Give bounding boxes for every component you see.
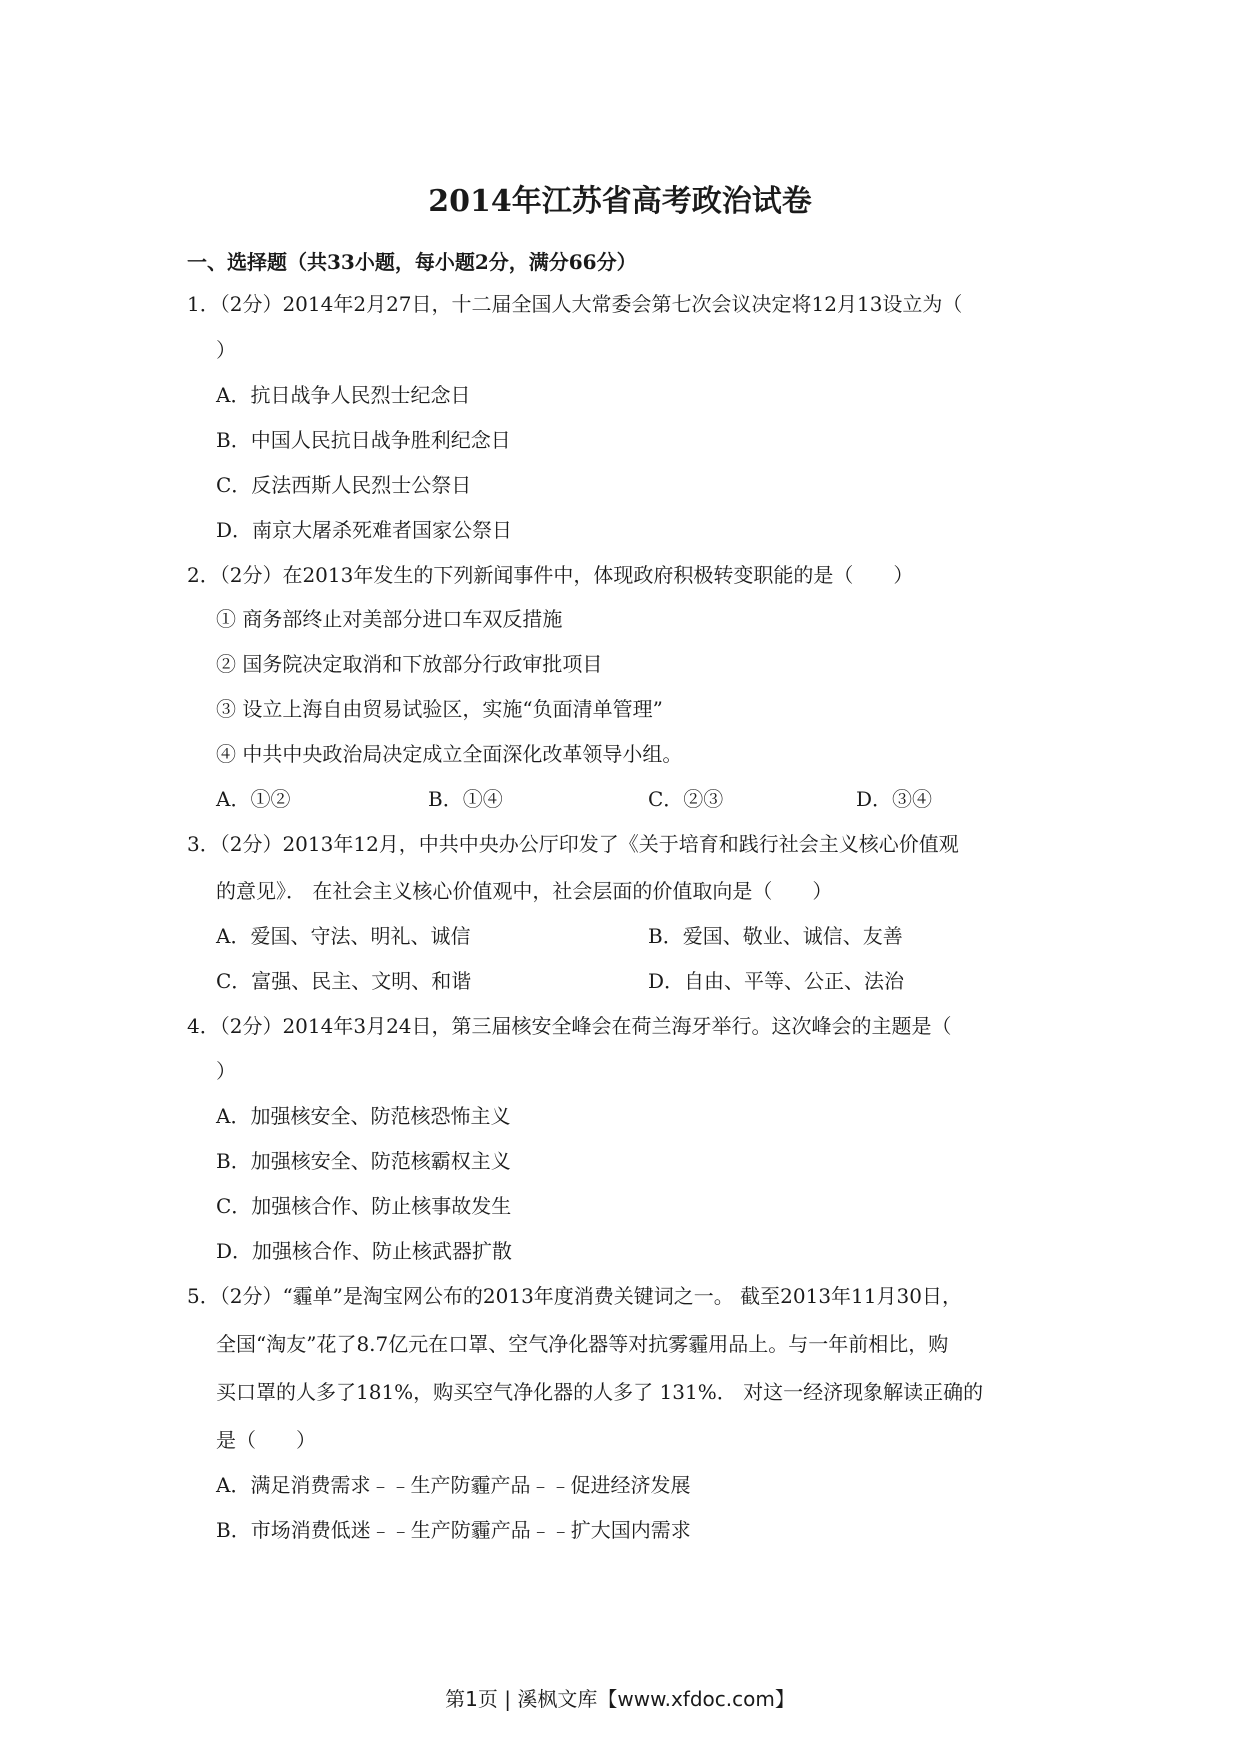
q2-option-c: C．②③ xyxy=(648,787,724,811)
q3-option-c: C．富强、民主、文明、和谐 xyxy=(216,969,472,993)
q1-stem-line2: ） xyxy=(216,338,236,362)
q4-stem-line2: ） xyxy=(216,1059,236,1083)
q4-option-c: C．加强核合作、防止核事故发生 xyxy=(216,1194,512,1218)
q1-option-c: C．反法西斯人民烈士公祭日 xyxy=(216,473,472,497)
q4-stem-line1: 4．（2分）2014年3月24日，第三届核安全峰会在荷兰海牙举行。这次峰会的主题是（ xyxy=(187,1014,952,1038)
q4-option-d: D．加强核合作、防止核武器扩散 xyxy=(216,1239,513,1263)
q2-option-b: B．①④ xyxy=(428,787,503,811)
q2-stem: 2．（2分）在2013年发生的下列新闻事件中，体现政府积极转变职能的是（ ） xyxy=(187,563,914,587)
q5-stem-line1: 5．（2分）“霾单”是淘宝网公布的2013年度消费关键词之一。 截至2013年11月30日， xyxy=(187,1284,962,1308)
section-heading: 一、选择题（共33小题，每小题2分，满分66分） xyxy=(187,250,637,274)
page-title: 2014年江苏省高考政治试卷 xyxy=(428,184,812,219)
q4-option-b: B．加强核安全、防范核霸权主义 xyxy=(216,1149,511,1173)
q3-stem-line1: 3．（2分）2013年12月，中共中央办公厅印发了《关于培育和践行社会主义核心价值观 xyxy=(187,832,959,856)
q3-option-a: A．爱国、守法、明礼、诚信 xyxy=(216,924,471,948)
page-footer: 第1页 | 溪枫文库【www.xfdoc.com】 xyxy=(445,1687,795,1711)
q3-option-d: D．自由、平等、公正、法治 xyxy=(648,969,905,993)
q5-stem-line3: 买口罩的人多了181%，购买空气净化器的人多了 131%． 对这一经济现象解读正确的 xyxy=(216,1380,984,1404)
q5-option-b: B．市场消费低迷﹣﹣生产防霾产品﹣﹣扩大国内需求 xyxy=(216,1518,691,1542)
q2-option-a: A．①② xyxy=(216,787,291,811)
q1-stem-line1: 1．（2分）2014年2月27日，十二届全国人大常委会第七次会议决定将12月13设立为（ xyxy=(187,292,963,316)
q5-option-a: A．满足消费需求﹣﹣生产防霾产品﹣﹣促进经济发展 xyxy=(216,1473,691,1497)
q1-option-d: D．南京大屠杀死难者国家公祭日 xyxy=(216,518,513,542)
q2-statement-2: ② 国务院决定取消和下放部分行政审批项目 xyxy=(216,652,603,676)
q2-statement-1: ① 商务部终止对美部分进口车双反措施 xyxy=(216,607,563,631)
q2-option-d: D．③④ xyxy=(856,787,933,811)
q1-option-a: A．抗日战争人民烈士纪念日 xyxy=(216,383,471,407)
q4-option-a: A．加强核安全、防范核恐怖主义 xyxy=(216,1104,511,1128)
q5-stem-line2: 全国“淘友”花了8.7亿元在口罩、空气净化器等对抗雾霾用品上。与一年前相比，购 xyxy=(216,1332,949,1356)
q3-stem-line2: 的意见》． 在社会主义核心价值观中，社会层面的价值取向是（ ） xyxy=(216,879,833,903)
q1-option-b: B．中国人民抗日战争胜利纪念日 xyxy=(216,428,511,452)
q5-stem-line4: 是（ ） xyxy=(216,1428,316,1452)
q3-option-b: B．爱国、敬业、诚信、友善 xyxy=(648,924,903,948)
q2-statement-3: ③ 设立上海自由贸易试验区，实施“负面清单管理” xyxy=(216,697,663,721)
q2-statement-4: ④ 中共中央政治局决定成立全面深化改革领导小组。 xyxy=(216,742,683,766)
